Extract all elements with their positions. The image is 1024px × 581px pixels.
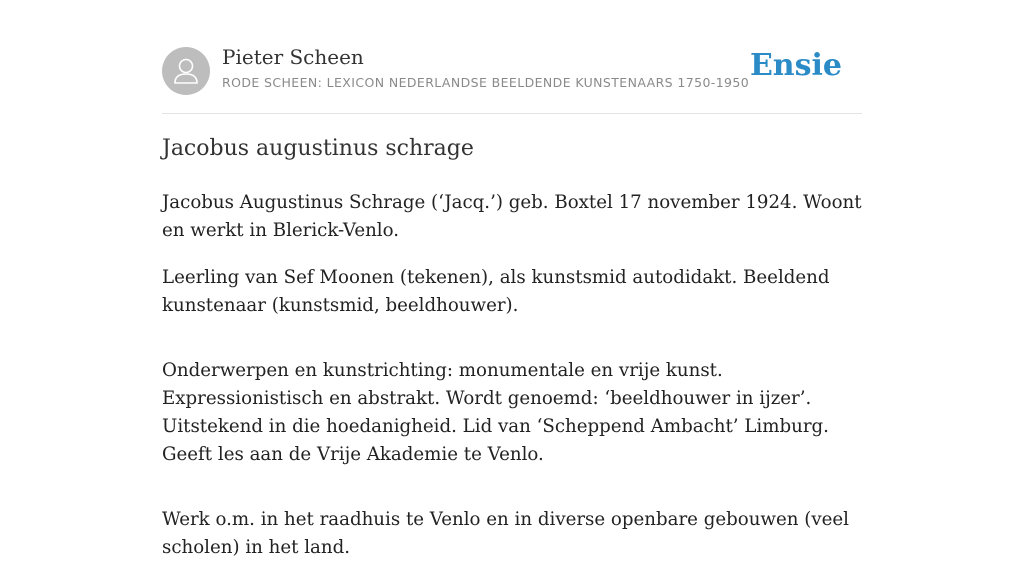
- author-name[interactable]: Pieter Scheen: [222, 45, 364, 69]
- paragraph: Werk o.m. in het raadhuis te Venlo en in diverse openbare gebouwen (veel scholen) in het land.: [162, 509, 849, 558]
- paragraph: Onderwerpen en kunstrichting: monumentale en vrije kunst. Expressionistisch en abstrakt. Wordt genoemd: ‘beeldhouwer in ijzer’. Uitstekend in die hoedanigheid. Lid van ‘Scheppend Ambacht’ Limburg. Geeft les aan de Vrije Akademie te Venlo.: [162, 360, 829, 465]
- paragraph: Leerling van Sef Moonen (tekenen), als kunstsmid autodidakt. Beeldend kunstenaar (kunstsmid, beeldhouwer).: [162, 267, 830, 316]
- paragraph: Jacobus Augustinus Schrage (‘Jacq.’) geb. Boxtel 17 november 1924. Woont en werkt in Blerick-Venlo.: [162, 192, 862, 241]
- avatar[interactable]: [162, 47, 210, 95]
- article-header: [162, 0, 862, 114]
- source-title[interactable]: RODE SCHEEN: LEXICON NEDERLANDSE BEELDENDE KUNSTENAARS 1750-1950: [222, 75, 750, 90]
- article-title: Jacobus augustinus schrage: [162, 136, 474, 161]
- page-container: [162, 0, 862, 558]
- ensie-logo[interactable]: Ensie: [749, 48, 842, 83]
- article-body: [162, 189, 872, 581]
- user-icon: [162, 47, 210, 95]
